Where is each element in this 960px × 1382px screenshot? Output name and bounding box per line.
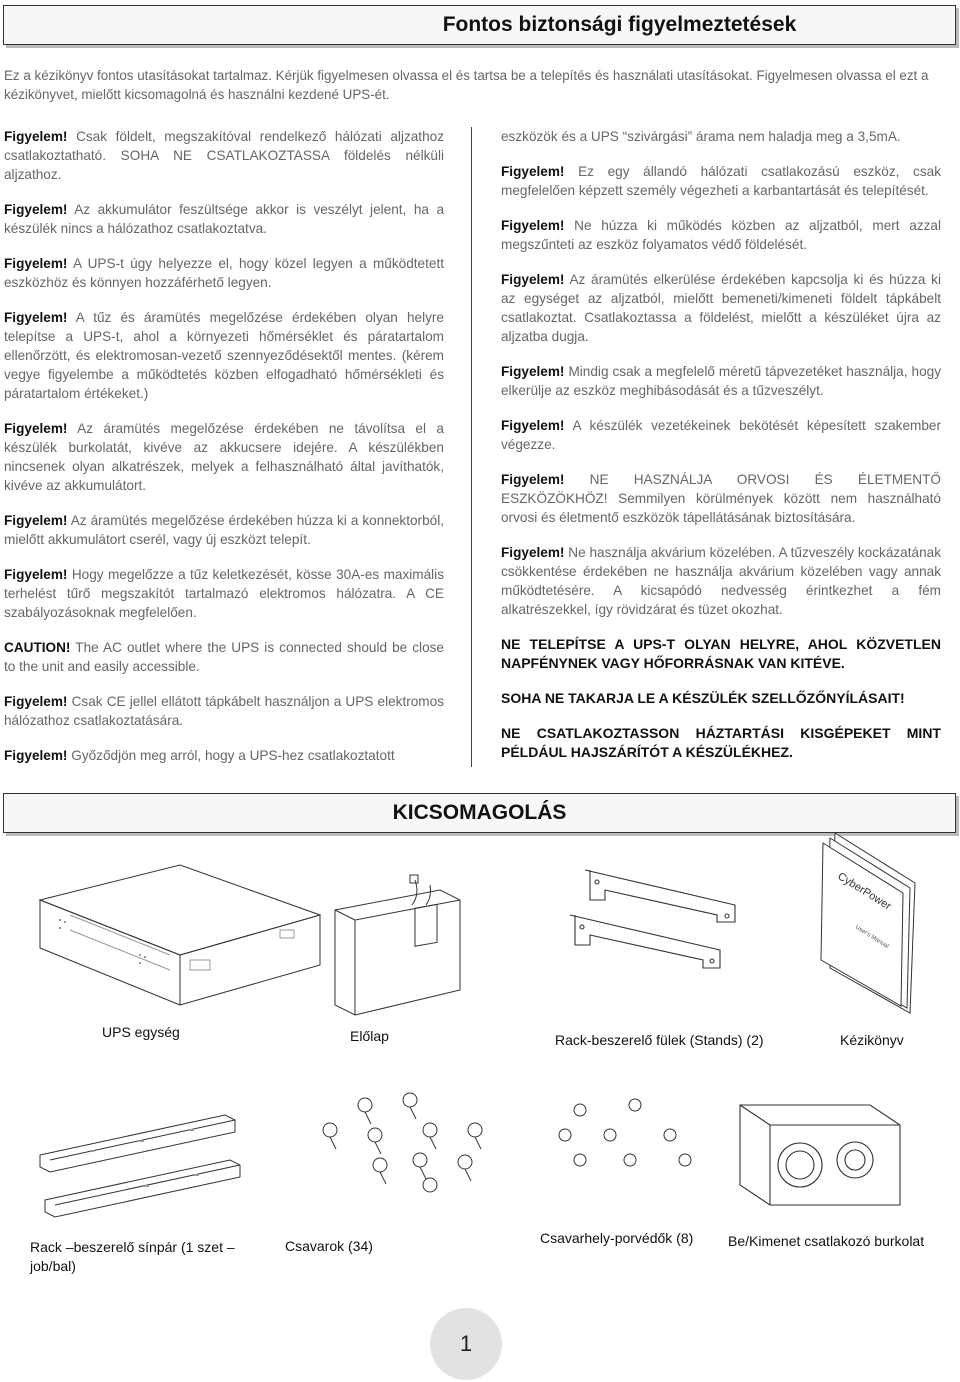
caution-paragraph: CAUTION! The AC outlet where the UPS is connected should be close to the unit and easily accessible. — [4, 640, 444, 674]
warning-paragraph: Figyelem! NE HASZNÁLJA ORVOSI ÉS ÉLETMENTŐ ESZKÖZÖKHÖZ! Semmilyen körülmények között nem használható orvosi és életmentő eszközök tápellátásának biztosítására. — [501, 472, 941, 525]
caption-screws: Csavarok (34) — [285, 1238, 373, 1254]
caption-front-panel: Előlap — [350, 1028, 389, 1044]
warning-paragraph: Figyelem! Az akkumulátor feszültsége akkor is veszélyt jelent, ha a készülék nincs a hálózathoz csatlakoztatva. — [4, 202, 444, 236]
left-column — [4, 127, 444, 781]
manual-illustration — [815, 828, 925, 1018]
page-number: 1 — [430, 1308, 502, 1380]
warning-paragraph: Figyelem! Ne húzza ki működés közben az aljzatból, mert azzal megszűnteti az eszköz folyamatos védő földelését. — [501, 218, 941, 252]
screw-covers-illustration — [540, 1090, 710, 1190]
io-cover-illustration — [730, 1100, 910, 1210]
caption-manual: Kézikönyv — [840, 1032, 904, 1048]
manual-subtitle: User's Manual — [853, 924, 890, 950]
rack-ears-illustration — [545, 860, 755, 1010]
packaging-title: KICSOMAGOLÁS — [392, 801, 567, 824]
warning-paragraph: eszközök és a UPS “szivárgási” árama nem haladja meg a 3,5mA. — [501, 129, 901, 144]
warning-paragraph: Figyelem! Az áramütés megelőzése érdekében húzza ki a konnektorból, mielőtt akkumulátort cserél, vagy új eszközt telepít. — [4, 513, 444, 547]
warning-paragraph: Figyelem! Ne használja akvárium közelében. A tűzveszély kockázatának csökkentése érdekében ne használja akvárium közelében vagy annak működtetésére. A kicsapódó nedvesség érintkezhet a fém alkatrészekkel, így rövidzárat és tüzet okozhat. — [501, 545, 941, 617]
warning-paragraph: Figyelem! Az áramütés megelőzése érdekében ne távolítsa el a készülék burkolatát, kivéve az akkucsere idejére. A készülékben nincsenek olyan alkatrészek, melyek a felhasználható által javíthatók, kivéve az akkumulátort. — [4, 421, 444, 493]
column-divider — [471, 127, 472, 767]
manual-brand: CyberPower — [835, 870, 894, 913]
page-title-box — [3, 5, 956, 45]
caps-warning: NE TELEPÍTSE A UPS-T OLYAN HELYRE, AHOL KÖZVETLEN NAPFÉNYNEK VAGY HŐFORRÁSNAK VAN KITÉVE. — [501, 636, 941, 671]
warning-paragraph: Figyelem! Hogy megelőzze a tűz keletkezését, kösse 30A-es maximális terhelést tűrő megszakítót tartalmazó elektromos hálózatra. A CE szabályozásoknak megfelelően. — [4, 567, 444, 620]
caps-warning: SOHA NE TAKARJA LE A KÉSZÜLÉK SZELLŐZŐNYÍLÁSAIT! — [501, 690, 905, 706]
warning-paragraph: Figyelem! A tűz és áramütés megelőzése érdekében olyan helyre telepítse a UPS-t, ahol a környezeti hőmérséklet és páratartalom ellenőrzött, és elektromosan-vezető szennyeződésektől mentes. (kérem vegye figyelembe a működtetés közben elfogadható hőmérsékleti és páratartalom értékeket.) — [4, 310, 444, 401]
right-column — [501, 127, 941, 778]
warning-paragraph: Figyelem! Győződjön meg arról, hogy a UPS-hez csatlakoztatott — [4, 748, 395, 763]
caption-rails: Rack –beszerelő sínpár (1 szet – job/bal) — [30, 1239, 235, 1274]
page-title: Fontos biztonsági figyelmeztetések — [442, 13, 797, 36]
rails-illustration — [30, 1110, 250, 1225]
ups-unit-illustration — [30, 860, 330, 1010]
front-panel-illustration — [320, 870, 470, 1020]
warning-paragraph: Figyelem! Csak CE jellel ellátott tápkábelt használjon a UPS elektromos hálózathoz csatlakoztatására. — [4, 694, 444, 728]
caption-screw-covers: Csavarhely-porvédők (8) — [540, 1230, 694, 1246]
packaging-title-box — [3, 793, 956, 833]
caps-warning: NE CSATLAKOZTASSON HÁZTARTÁSI KISGÉPEKET MINT PÉLDÁUL HAJSZÁRÍTÓT A KÉSZÜLÉKHEZ. — [501, 725, 941, 760]
intro-paragraph: Ez a kézikönyv fontos utasításokat tartalmaz. Kérjük figyelmesen olvassa el és tartsa be a telepítés és használati utasításokat. Figyelmesen olvassa el ezt a kézikönyvet, mielőtt kicsomagolná és használni kezdené UPS-ét. — [4, 68, 929, 102]
warning-paragraph: Figyelem! Csak földelt, megszakítóval rendelkező hálózati aljzathoz csatlakoztatható. SOHA NE CSATLAKOZTASSA földelés nélküli aljzathoz. — [4, 129, 444, 182]
caption-io-cover: Be/Kimenet csatlakozó burkolat — [728, 1233, 925, 1249]
screws-illustration — [305, 1090, 505, 1205]
warning-paragraph: Figyelem! Az áramütés elkerülése érdekében kapcsolja ki és húzza ki az egységet az aljzatból, mielőtt bemeneti/kimeneti földelt tápkábelt csatlakoztat. Csatlakoztassa a földelést, mielőtt a készüléket újra az aljzatba dugja. — [501, 272, 941, 344]
warning-paragraph: Figyelem! Ez egy állandó hálózati csatlakozású eszköz, csak megfelelően képzett személy végezheti a karbantartását és telepítését. — [501, 164, 941, 198]
warning-paragraph: Figyelem! A UPS-t úgy helyezze el, hogy közel legyen a működtetett eszközhöz és könnyen hozzáférhető legyen. — [4, 256, 444, 290]
warning-paragraph: Figyelem! Mindig csak a megfelelő méretű tápvezetéket használja, hogy elkerülje az eszköz meghibásodását és a tűzveszélyt. — [501, 364, 941, 398]
caption-ups-unit: UPS egység — [102, 1024, 180, 1040]
caption-rack-ears: Rack-beszerelő fülek (Stands) (2) — [555, 1032, 764, 1048]
warning-paragraph: Figyelem! A készülék vezetékeinek bekötését képesített szakember végezze. — [501, 418, 941, 452]
